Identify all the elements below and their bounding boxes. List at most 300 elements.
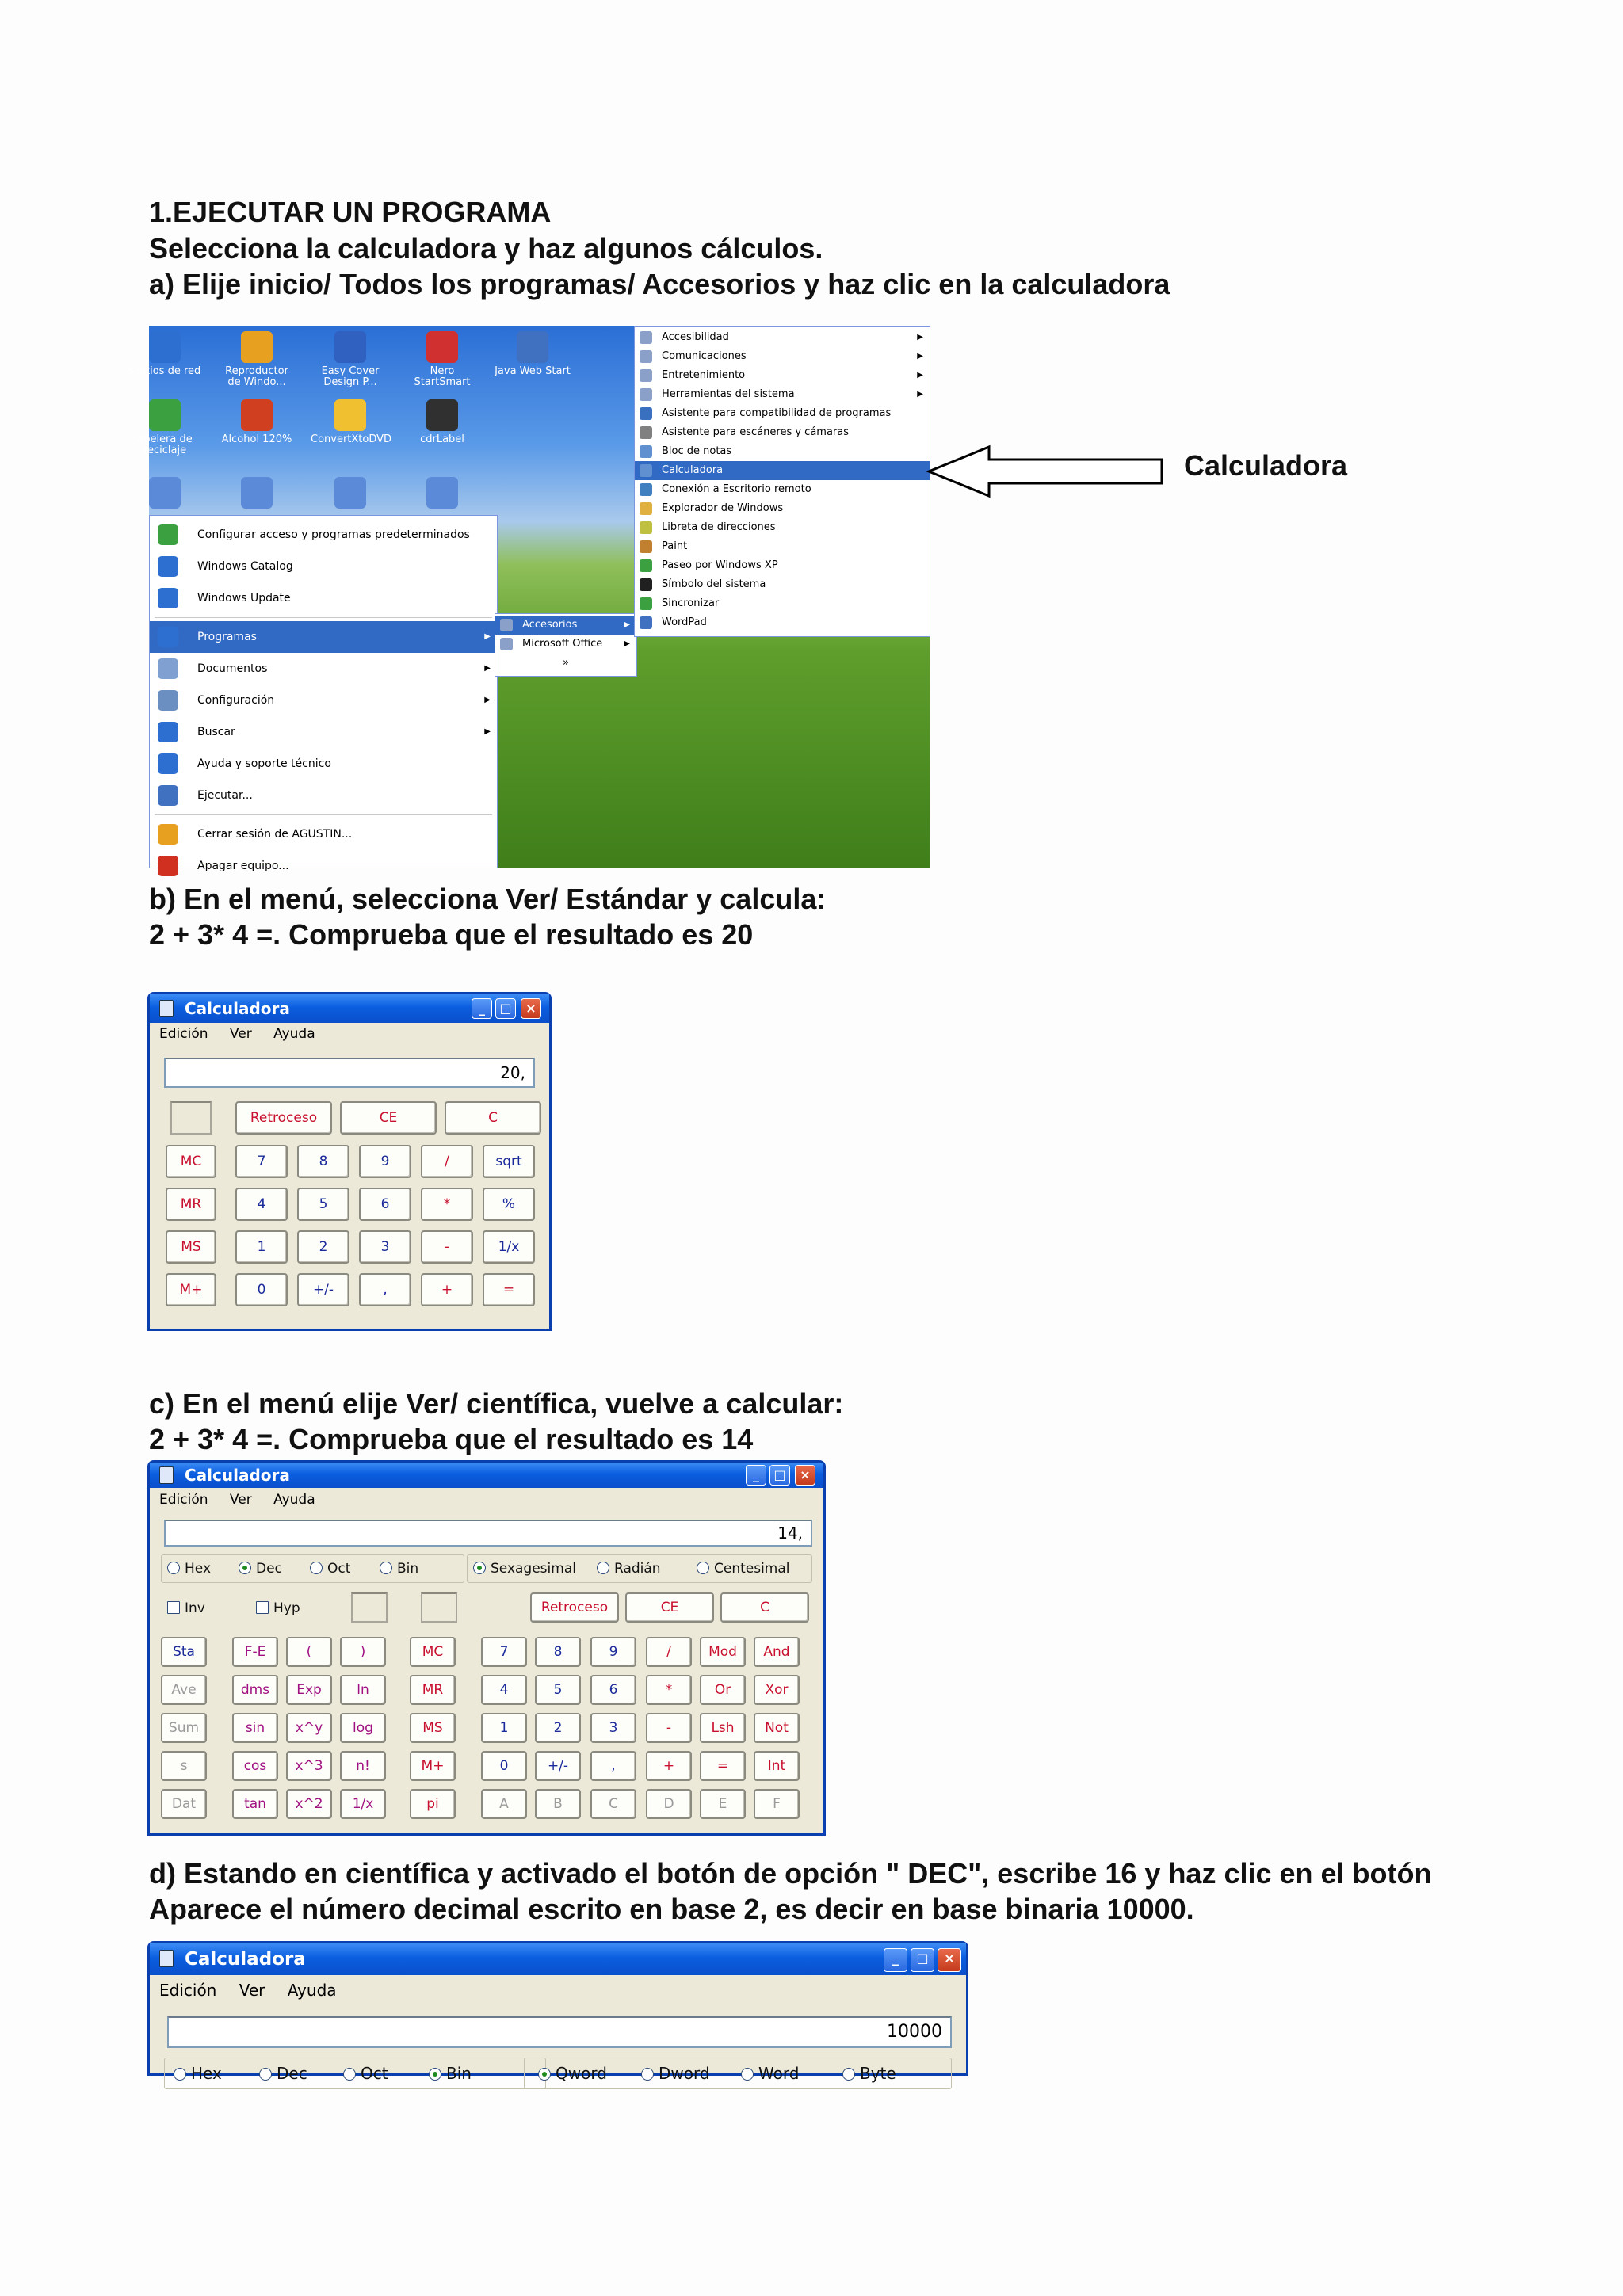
program-icon (241, 399, 273, 431)
radio-label: Hex (191, 2064, 222, 2083)
angle-radio[interactable] (473, 1561, 576, 1577)
desktop-icon[interactable] (217, 331, 296, 388)
start-menu-item[interactable] (150, 551, 497, 582)
calculator-key[interactable]: 5 (297, 1188, 349, 1221)
intro-text: Selecciona la calculadora y haz algunos cálculos. (149, 232, 823, 265)
step-d-line1: d) Estando en científica y activado el botón de opción " DEC", escribe 16 y haz clic en el botón (149, 1857, 1432, 1890)
calculator-key[interactable]: = (483, 1273, 535, 1306)
menu-item-label: Microsoft Office (522, 638, 603, 650)
calculator-key[interactable]: Or (700, 1675, 746, 1705)
program-icon (640, 578, 652, 591)
calculator-key[interactable]: Exp (286, 1675, 332, 1705)
calculator-icon (159, 1466, 174, 1484)
folder-icon (158, 722, 178, 742)
title-bar (150, 1463, 823, 1488)
calculator-key[interactable]: Int (754, 1751, 800, 1781)
program-icon (426, 477, 458, 509)
program-icon (426, 399, 458, 431)
radio-button[interactable] (259, 2068, 272, 2081)
desktop-icon[interactable] (311, 399, 390, 445)
program-icon (241, 477, 273, 509)
calculator-key[interactable]: A (481, 1789, 527, 1819)
key-mr[interactable]: MR (166, 1188, 216, 1221)
checkbox[interactable] (256, 1601, 269, 1614)
angle-radio[interactable] (697, 1561, 790, 1577)
start-menu (149, 515, 498, 872)
program-icon (149, 331, 181, 363)
programs-menu-item[interactable] (495, 635, 636, 654)
calculator-key[interactable]: / (421, 1145, 473, 1178)
accessories-menu-item[interactable] (635, 461, 930, 480)
maximize-button[interactable]: □ (911, 1948, 934, 1972)
radio-label: Qword (556, 2064, 607, 2083)
menu-edicion[interactable]: Edición (159, 1492, 208, 1508)
menu-item-label: Explorador de Windows (662, 502, 784, 514)
program-icon (149, 477, 181, 509)
accessories-menu-item[interactable] (635, 404, 930, 423)
key-c[interactable]: C (720, 1592, 809, 1623)
base-radio-bin[interactable] (380, 1561, 418, 1577)
calculator-key[interactable]: Dat (161, 1789, 207, 1819)
calculator-key[interactable]: 4 (235, 1188, 288, 1221)
desktop-icon[interactable] (125, 477, 204, 512)
menu-item-label: Entretenimiento (662, 369, 746, 381)
calculator-key[interactable]: , (359, 1273, 411, 1306)
calculator-icon (159, 1950, 174, 1967)
calculator-key[interactable]: tan (232, 1789, 278, 1819)
menu-edicion[interactable]: Edición (159, 1981, 217, 2000)
calculator-key[interactable]: F-E (232, 1637, 278, 1667)
accessories-menu-item[interactable] (635, 480, 930, 499)
radio-button[interactable] (538, 2068, 551, 2081)
radio-label: Bin (446, 2064, 472, 2083)
calculator-key[interactable]: 2 (535, 1713, 581, 1743)
radio-label: Dword (659, 2064, 710, 2083)
menu-item-label: Ejecutar... (197, 789, 253, 802)
arrow-label: Calculadora (1184, 449, 1348, 482)
program-icon (334, 399, 366, 431)
calculator-key[interactable]: x^2 (286, 1789, 332, 1819)
calculator-key[interactable]: 3 (590, 1713, 636, 1743)
menu-bar (150, 1023, 549, 1045)
radio-button[interactable] (697, 1562, 709, 1574)
accessories-menu-item[interactable] (635, 556, 930, 575)
desktop-icon[interactable] (217, 399, 296, 445)
menu-bar (150, 1975, 966, 2005)
radio-label: Dec (277, 2064, 307, 2083)
calculator-key[interactable]: C (590, 1789, 636, 1819)
close-button[interactable]: × (938, 1948, 961, 1972)
calculator-key[interactable]: 1 (481, 1713, 527, 1743)
menu-item-label: Programas (197, 631, 257, 643)
menu-item-label: Paseo por Windows XP (662, 559, 778, 571)
step-d-line2: Aparece el número decimal escrito en base 2, es decir en base binaria 10000. (149, 1893, 1194, 1925)
base-radio-hex[interactable] (174, 2064, 222, 2083)
desktop-icon[interactable] (125, 331, 204, 377)
program-icon (640, 445, 652, 458)
key-retroceso[interactable]: Retroceso (235, 1101, 332, 1135)
key-ms[interactable]: MS (166, 1230, 216, 1264)
submenu-arrow-icon: ▶ (917, 333, 923, 341)
radio-button[interactable] (641, 2068, 654, 2081)
calculator-binary-window (147, 1941, 968, 2083)
accessories-menu-item[interactable] (635, 385, 930, 404)
calculator-key[interactable]: 4 (481, 1675, 527, 1705)
calculator-key[interactable]: 6 (359, 1188, 411, 1221)
calculator-standard-window (147, 992, 552, 1331)
base-radio-oct[interactable] (310, 1561, 350, 1577)
desktop-icon[interactable] (403, 477, 482, 512)
accessories-submenu (634, 326, 930, 637)
calculator-key[interactable]: D (646, 1789, 692, 1819)
base-radio-bin[interactable] (429, 2064, 472, 2083)
start-menu-item[interactable] (150, 780, 497, 811)
calculator-key[interactable]: 3 (359, 1230, 411, 1264)
calculator-key[interactable]: dms (232, 1675, 278, 1705)
accessories-menu-item[interactable] (635, 423, 930, 442)
menu-ver[interactable]: Ver (239, 1981, 265, 2000)
calculator-key[interactable]: ln (340, 1675, 386, 1705)
accessories-menu-item[interactable] (635, 499, 930, 518)
step-c-line1: c) En el menú elije Ver/ científica, vuelve a calcular: (149, 1387, 844, 1420)
menu-item-label: Apagar equipo... (197, 860, 289, 872)
program-icon (640, 597, 652, 610)
submenu-arrow-icon: ▶ (484, 696, 491, 704)
calculator-key[interactable]: 6 (590, 1675, 636, 1705)
calculator-key[interactable]: Lsh (700, 1713, 746, 1743)
menu-item-label: Asistente para compatibilidad de programas (662, 407, 892, 419)
calculator-key[interactable]: / (646, 1637, 692, 1667)
desktop-icon-label: apelera de reciclaje (137, 433, 193, 456)
radio-label: Oct (361, 2064, 388, 2083)
desktop-icon[interactable] (403, 331, 482, 388)
submenu-arrow-icon: ▶ (484, 727, 491, 736)
start-menu-item[interactable] (150, 818, 497, 850)
menu-ver[interactable]: Ver (229, 1492, 252, 1508)
radio-button[interactable] (741, 2068, 754, 2081)
program-icon (426, 331, 458, 363)
menu-item-label: » (563, 657, 569, 669)
calculator-key[interactable]: ) (340, 1637, 386, 1667)
radio-button[interactable] (343, 2068, 356, 2081)
calculator-key[interactable]: MR (410, 1675, 456, 1705)
desktop-icon[interactable] (125, 399, 204, 456)
accessories-menu-item[interactable] (635, 537, 930, 556)
calculator-key[interactable]: MC (410, 1637, 456, 1667)
submenu-arrow-icon: ▶ (917, 390, 923, 399)
key-mc[interactable]: MC (166, 1145, 216, 1178)
calculator-key[interactable]: , (590, 1751, 636, 1781)
menu-item-label: Símbolo del sistema (662, 578, 766, 590)
radio-label: Centesimal (714, 1561, 790, 1577)
calculator-key[interactable]: s (161, 1751, 207, 1781)
accessories-menu-item[interactable] (635, 613, 930, 632)
window-title: Calculadora (185, 999, 290, 1018)
accessories-menu-item[interactable] (635, 347, 930, 366)
radio-button[interactable] (842, 2068, 855, 2081)
calculator-key[interactable]: % (483, 1188, 535, 1221)
folder-icon (158, 658, 178, 679)
desktop-icon-label: Alcohol 120% (221, 433, 292, 445)
program-icon (334, 331, 366, 363)
base-radio-oct[interactable] (343, 2064, 388, 2083)
calculator-icon (159, 1000, 174, 1017)
radio-label: Sexagesimal (491, 1561, 576, 1577)
desktop-icon[interactable] (311, 477, 390, 512)
calculator-key[interactable]: Mod (700, 1637, 746, 1667)
accessories-menu-item[interactable] (635, 442, 930, 461)
submenu-arrow-icon: ▶ (624, 639, 630, 648)
program-icon (640, 350, 652, 363)
title-bar (150, 1943, 966, 1975)
menu-item-label: WordPad (662, 616, 707, 628)
maximize-button[interactable]: □ (495, 998, 516, 1019)
parenthesis-indicator (351, 1592, 388, 1623)
calculator-key[interactable]: M+ (410, 1751, 456, 1781)
menu-item-label: Windows Catalog (197, 560, 293, 573)
calculator-key[interactable]: sin (232, 1713, 278, 1743)
radio-button[interactable] (597, 1562, 609, 1574)
calculator-key[interactable]: +/- (297, 1273, 349, 1306)
angle-radio[interactable] (597, 1561, 661, 1577)
calculator-key[interactable]: And (754, 1637, 800, 1667)
radio-label: Word (758, 2064, 800, 2083)
word-size-radio[interactable] (641, 2064, 710, 2083)
calculator-key[interactable]: MS (410, 1713, 456, 1743)
start-menu-item[interactable] (150, 653, 497, 685)
folder-icon (158, 690, 178, 711)
calculator-key[interactable]: +/- (535, 1751, 581, 1781)
accessories-menu-item[interactable] (635, 518, 930, 537)
calculator-key[interactable]: 5 (535, 1675, 581, 1705)
word-size-radio[interactable] (741, 2064, 799, 2083)
key-retroceso[interactable]: Retroceso (530, 1592, 619, 1623)
radio-button[interactable] (310, 1562, 323, 1574)
calculator-key[interactable]: + (421, 1273, 473, 1306)
power-icon (158, 856, 178, 876)
calculator-key[interactable]: 7 (235, 1145, 288, 1178)
radio-button[interactable] (167, 1562, 180, 1574)
calculator-key[interactable]: 1 (235, 1230, 288, 1264)
calculator-key[interactable]: 7 (481, 1637, 527, 1667)
window-title: Calculadora (185, 1949, 306, 1970)
step-b-line2: 2 + 3* 4 =. Comprueba que el resultado es 20 (149, 918, 754, 951)
key-m+[interactable]: M+ (166, 1273, 216, 1306)
programs-menu-item[interactable] (495, 654, 636, 673)
minimize-button[interactable]: _ (746, 1465, 766, 1486)
title-bar (150, 994, 549, 1023)
start-menu-item[interactable] (150, 519, 497, 551)
start-menu-item[interactable] (150, 582, 497, 614)
step-b-line1: b) En el menú, selecciona Ver/ Estándar y calcula: (149, 883, 827, 915)
radio-button[interactable] (380, 1562, 392, 1574)
menu-ayuda[interactable]: Ayuda (273, 1492, 315, 1508)
calculator-key[interactable]: Ave (161, 1675, 207, 1705)
menu-item-label: Configurar acceso y programas predeterminados (197, 528, 470, 541)
calculator-key[interactable]: 8 (297, 1145, 349, 1178)
program-icon (640, 559, 652, 572)
menu-edicion[interactable]: Edición (159, 1026, 208, 1042)
calculator-key[interactable]: 9 (590, 1637, 636, 1667)
desktop-icon-label: ConvertXtoDVD (311, 433, 392, 445)
submenu-arrow-icon: ▶ (484, 664, 491, 673)
accessories-menu-item[interactable] (635, 594, 930, 613)
accessories-menu-item[interactable] (635, 575, 930, 594)
radio-label: Hex (185, 1561, 212, 1577)
desktop-icon-label: Reproductor de Windo... (225, 365, 288, 388)
desktop-icon[interactable] (403, 399, 482, 445)
calculator-key[interactable]: B (535, 1789, 581, 1819)
calculator-key[interactable]: sqrt (483, 1145, 535, 1178)
memory-indicator (170, 1101, 212, 1135)
step-a-text: a) Elije inicio/ Todos los programas/ Accesorios y haz clic en la calculadora (149, 268, 1170, 300)
menu-ayuda[interactable]: Ayuda (287, 1981, 337, 2000)
accessories-menu-item[interactable] (635, 328, 930, 347)
menu-ayuda[interactable]: Ayuda (273, 1026, 315, 1042)
radio-label: Dec (256, 1561, 282, 1577)
calculator-key[interactable]: 9 (359, 1145, 411, 1178)
calculator-key[interactable]: Sta (161, 1637, 207, 1667)
key-ce[interactable]: CE (340, 1101, 437, 1135)
desktop-icon-label: Nero StartSmart (414, 365, 471, 388)
calculator-key[interactable]: x^y (286, 1713, 332, 1743)
program-icon (640, 369, 652, 382)
window-title: Calculadora (185, 1466, 290, 1485)
calculator-key[interactable]: F (754, 1789, 800, 1819)
calculator-key[interactable]: * (646, 1675, 692, 1705)
radio-label: Radián (614, 1561, 661, 1577)
desktop-icon[interactable] (311, 331, 390, 388)
programs-menu-item[interactable] (495, 616, 636, 635)
menu-item-label: Herramientas del sistema (662, 388, 795, 400)
calculator-key[interactable]: 8 (535, 1637, 581, 1667)
close-button[interactable]: × (521, 998, 541, 1019)
program-icon (149, 399, 181, 431)
programs-submenu (495, 613, 637, 677)
calculator-key[interactable]: - (421, 1230, 473, 1264)
desktop-icon[interactable] (217, 477, 296, 512)
maximize-button[interactable]: □ (769, 1465, 790, 1486)
checkbox-label: Inv (185, 1600, 205, 1616)
start-menu-item[interactable] (150, 621, 497, 653)
desktop-icon-label: s sitios de red (128, 365, 201, 377)
folder-icon (158, 627, 178, 647)
program-icon (158, 524, 178, 545)
accessories-menu-item[interactable] (635, 366, 930, 385)
menu-item-label: Cerrar sesión de AGUSTIN... (197, 828, 353, 841)
calculator-key[interactable]: x^3 (286, 1751, 332, 1781)
calculator-key[interactable]: ( (286, 1637, 332, 1667)
start-menu-item[interactable] (150, 685, 497, 716)
folder-icon (158, 753, 178, 774)
program-icon (640, 331, 652, 344)
calculator-key[interactable]: Xor (754, 1675, 800, 1705)
calculator-key[interactable]: cos (232, 1751, 278, 1781)
calculator-key[interactable]: 1/x (483, 1230, 535, 1264)
start-menu-item[interactable] (150, 748, 497, 780)
program-icon (640, 521, 652, 534)
program-icon (158, 588, 178, 608)
calculator-key[interactable]: 0 (235, 1273, 288, 1306)
menu-item-label: Windows Update (197, 592, 291, 605)
radio-button[interactable] (429, 2068, 441, 2081)
word-size-radio[interactable] (842, 2064, 896, 2083)
menu-item-label: Comunicaciones (662, 350, 747, 362)
section-title: 1.EJECUTAR UN PROGRAMA (149, 196, 552, 228)
radio-button[interactable] (174, 2068, 186, 2081)
checkbox-inv[interactable] (167, 1600, 205, 1616)
program-icon (640, 464, 652, 477)
program-icon (640, 407, 652, 420)
program-icon (640, 502, 652, 515)
minimize-button[interactable]: _ (472, 998, 492, 1019)
calculator-key[interactable]: n! (340, 1751, 386, 1781)
checkbox-hyp[interactable] (256, 1600, 300, 1616)
base-radio-dec[interactable] (239, 1561, 282, 1577)
calculator-key[interactable]: + (646, 1751, 692, 1781)
calculator-display: 10000 (167, 2016, 952, 2048)
program-icon (517, 331, 548, 363)
desktop-icon[interactable] (493, 331, 572, 377)
menu-item-label: Sincronizar (662, 597, 720, 609)
calculator-key[interactable]: = (700, 1751, 746, 1781)
submenu-arrow-icon: ▶ (917, 352, 923, 360)
program-icon (158, 556, 178, 577)
menu-item-label: Buscar (197, 726, 235, 738)
calculator-key[interactable]: Sum (161, 1713, 207, 1743)
minimize-button[interactable]: _ (884, 1948, 907, 1972)
calculator-key[interactable]: 2 (297, 1230, 349, 1264)
calculator-key[interactable]: E (700, 1789, 746, 1819)
menu-item-label: Libreta de direcciones (662, 521, 776, 533)
desktop-icon-label: Easy Cover Design P... (321, 365, 380, 388)
folder-icon (500, 657, 513, 669)
key-ce[interactable]: CE (625, 1592, 714, 1623)
menu-ver[interactable]: Ver (229, 1026, 252, 1042)
calculator-key[interactable]: pi (410, 1789, 456, 1819)
radio-button[interactable] (239, 1562, 251, 1574)
word-size-radio[interactable] (538, 2064, 607, 2083)
desktop-screenshot (128, 326, 930, 872)
calculator-scientific-window (147, 1460, 826, 1836)
desktop-icon-label: cdrLabel (420, 433, 464, 445)
menu-item-label: Bloc de notas (662, 445, 732, 457)
close-button[interactable]: × (795, 1465, 815, 1486)
menu-item-label: Ayuda y soporte técnico (197, 757, 331, 770)
radio-label: Byte (860, 2064, 896, 2083)
start-menu-item[interactable] (150, 850, 497, 882)
base-radio-dec[interactable] (259, 2064, 307, 2083)
folder-icon (158, 785, 178, 806)
calculator-key[interactable]: - (646, 1713, 692, 1743)
desktop-icon-label: Java Web Start (495, 365, 571, 377)
radio-button[interactable] (473, 1562, 486, 1574)
key-c[interactable]: C (445, 1101, 541, 1135)
calculator-display: 14, (164, 1520, 812, 1547)
calculator-key[interactable]: Not (754, 1713, 800, 1743)
calculator-key[interactable]: 0 (481, 1751, 527, 1781)
base-radio-hex[interactable] (167, 1561, 211, 1577)
checkbox-label: Hyp (273, 1600, 300, 1616)
program-icon (640, 388, 652, 401)
calculator-key[interactable]: * (421, 1188, 473, 1221)
checkbox[interactable] (167, 1601, 180, 1614)
calculator-key[interactable]: log (340, 1713, 386, 1743)
start-menu-item[interactable] (150, 716, 497, 748)
menu-item-label: Calculadora (662, 464, 724, 476)
submenu-arrow-icon: ▶ (917, 371, 923, 379)
calculator-key[interactable]: 1/x (340, 1789, 386, 1819)
